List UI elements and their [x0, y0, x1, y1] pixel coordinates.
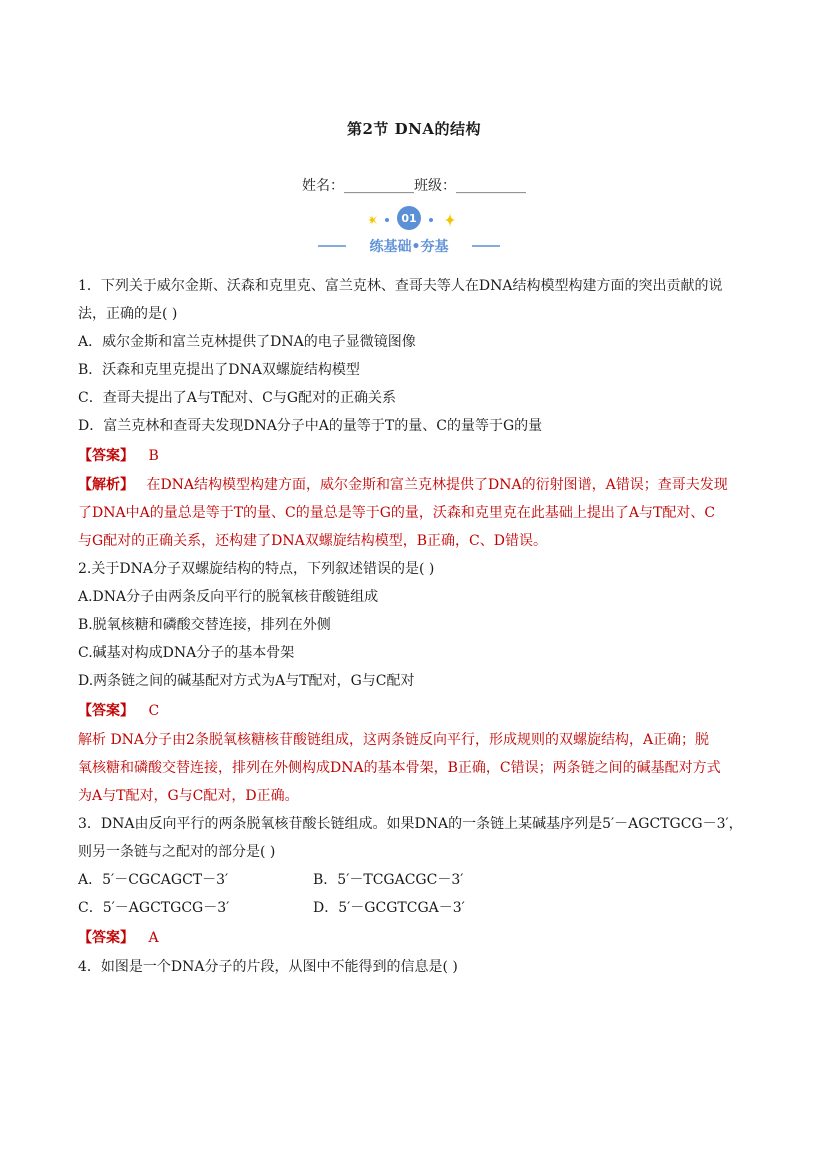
- q1-option-a: A．威尔金斯和富兰克林提供了DNA的电子显微镜图像: [78, 334, 416, 350]
- q2-option-d: D.两条链之间的碱基配对方式为A与T配对，G与C配对: [78, 673, 415, 689]
- q1-option-d: D．富兰克林和查哥夫发现DNA分子中A的量等于T的量、C的量等于G的量: [78, 418, 543, 434]
- page-title: 第2节 DNA的结构: [346, 120, 482, 138]
- badge-number: 01: [401, 212, 417, 225]
- q2-stem: 2.关于DNA分子双螺旋结构的特点，下列叙述错误的是( ): [78, 561, 435, 577]
- q3-option-c: C．5′－AGCTGCG－3′: [78, 900, 230, 916]
- q1-answer-line: [78, 446, 750, 466]
- sparkle-left-icon: [368, 214, 377, 226]
- q2-option-a: A.DNA分子由两条反向平行的脱氧核苷酸链组成: [78, 589, 379, 605]
- q2-answer-value: C: [148, 703, 160, 719]
- q2-answer-line: [78, 701, 750, 721]
- q1-analysis-line-2: 了DNA中A的量总是等于T的量、C的量总是等于G的量，沃森和克里克在此基础上提出了A与T配对、C: [78, 505, 716, 521]
- q3-answer-line: [78, 928, 750, 948]
- q3-stem-line-2: 则另一条链与之配对的部分是( ): [78, 844, 276, 860]
- badge-caption: 练基础•夯基: [369, 239, 449, 255]
- q1-analysis-line-1: [78, 475, 750, 495]
- q3-answer-value: A: [148, 930, 159, 946]
- q1-answer-tag: 【答案】: [78, 448, 134, 464]
- badge-dot-left: [385, 218, 389, 222]
- q3-answer-tag: 【答案】: [78, 930, 134, 946]
- q1-stem-line-2: 法，正确的是( ): [78, 306, 178, 322]
- sparkle-right-icon: [444, 212, 456, 228]
- q2-analysis-line-2: 氧核糖和磷酸交替连接，排列在外侧构成DNA的基本骨架，B正确，C错误；两条链之间的碱基配对方式: [78, 760, 721, 776]
- q3-option-b: B．5′－TCGACGC－3′: [313, 872, 464, 888]
- q1-answer-value: B: [148, 448, 159, 464]
- badge-graphic: [78, 204, 750, 260]
- q1-stem-line-1: 1．下列关于威尔金斯、沃森和克里克、富兰克林、查哥夫等人在DNA结构模型构建方面的突出贡献的说: [78, 278, 723, 294]
- q1-option-b: B．沃森和克里克提出了DNA双螺旋结构模型: [78, 362, 360, 378]
- q1-analysis-text-1: 在DNA结构模型构建方面，威尔金斯和富兰克林提供了DNA的衍射图谱，A错误；查哥夫发现: [146, 477, 728, 493]
- q2-analysis-line-1: 解析 DNA分子由2条脱氧核糖核苷酸链组成，这两条链反向平行，形成规则的双螺旋结构，A正确；脱: [78, 732, 710, 748]
- q3-option-a: A．5′－CGCAGCT－3′: [78, 872, 229, 888]
- q2-option-c: C.碱基对构成DNA分子的基本骨架: [78, 645, 295, 661]
- q1-option-c: C．查哥夫提出了A与T配对、C与G配对的正确关系: [78, 390, 397, 406]
- q1-analysis-tag: 【解析】: [78, 477, 134, 493]
- q3-stem-line-1: 3．DNA由反向平行的两条脱氧核苷酸长链组成。如果DNA的一条链上某碱基序列是5′－AGCTGCG－3′，: [78, 816, 743, 832]
- name-class-line: 姓名：__________班级：__________: [302, 178, 526, 194]
- q2-analysis-line-3: 为A与T配对，G与C配对，D正确。: [78, 788, 299, 804]
- section-badge: [78, 204, 750, 260]
- q2-option-b: B.脱氧核糖和磷酸交替连接，排列在外侧: [78, 617, 331, 633]
- q2-answer-tag: 【答案】: [78, 703, 134, 719]
- badge-dot-right: [429, 218, 433, 222]
- q1-analysis-line-3: 与G配对的正确关系，还构建了DNA双螺旋结构模型，B正确，C、D错误。: [78, 533, 547, 549]
- q3-option-d: D．5′－GCGTCGA－3′: [313, 900, 465, 916]
- q4-stem: 4．如图是一个DNA分子的片段，从图中不能得到的信息是( ): [78, 959, 458, 975]
